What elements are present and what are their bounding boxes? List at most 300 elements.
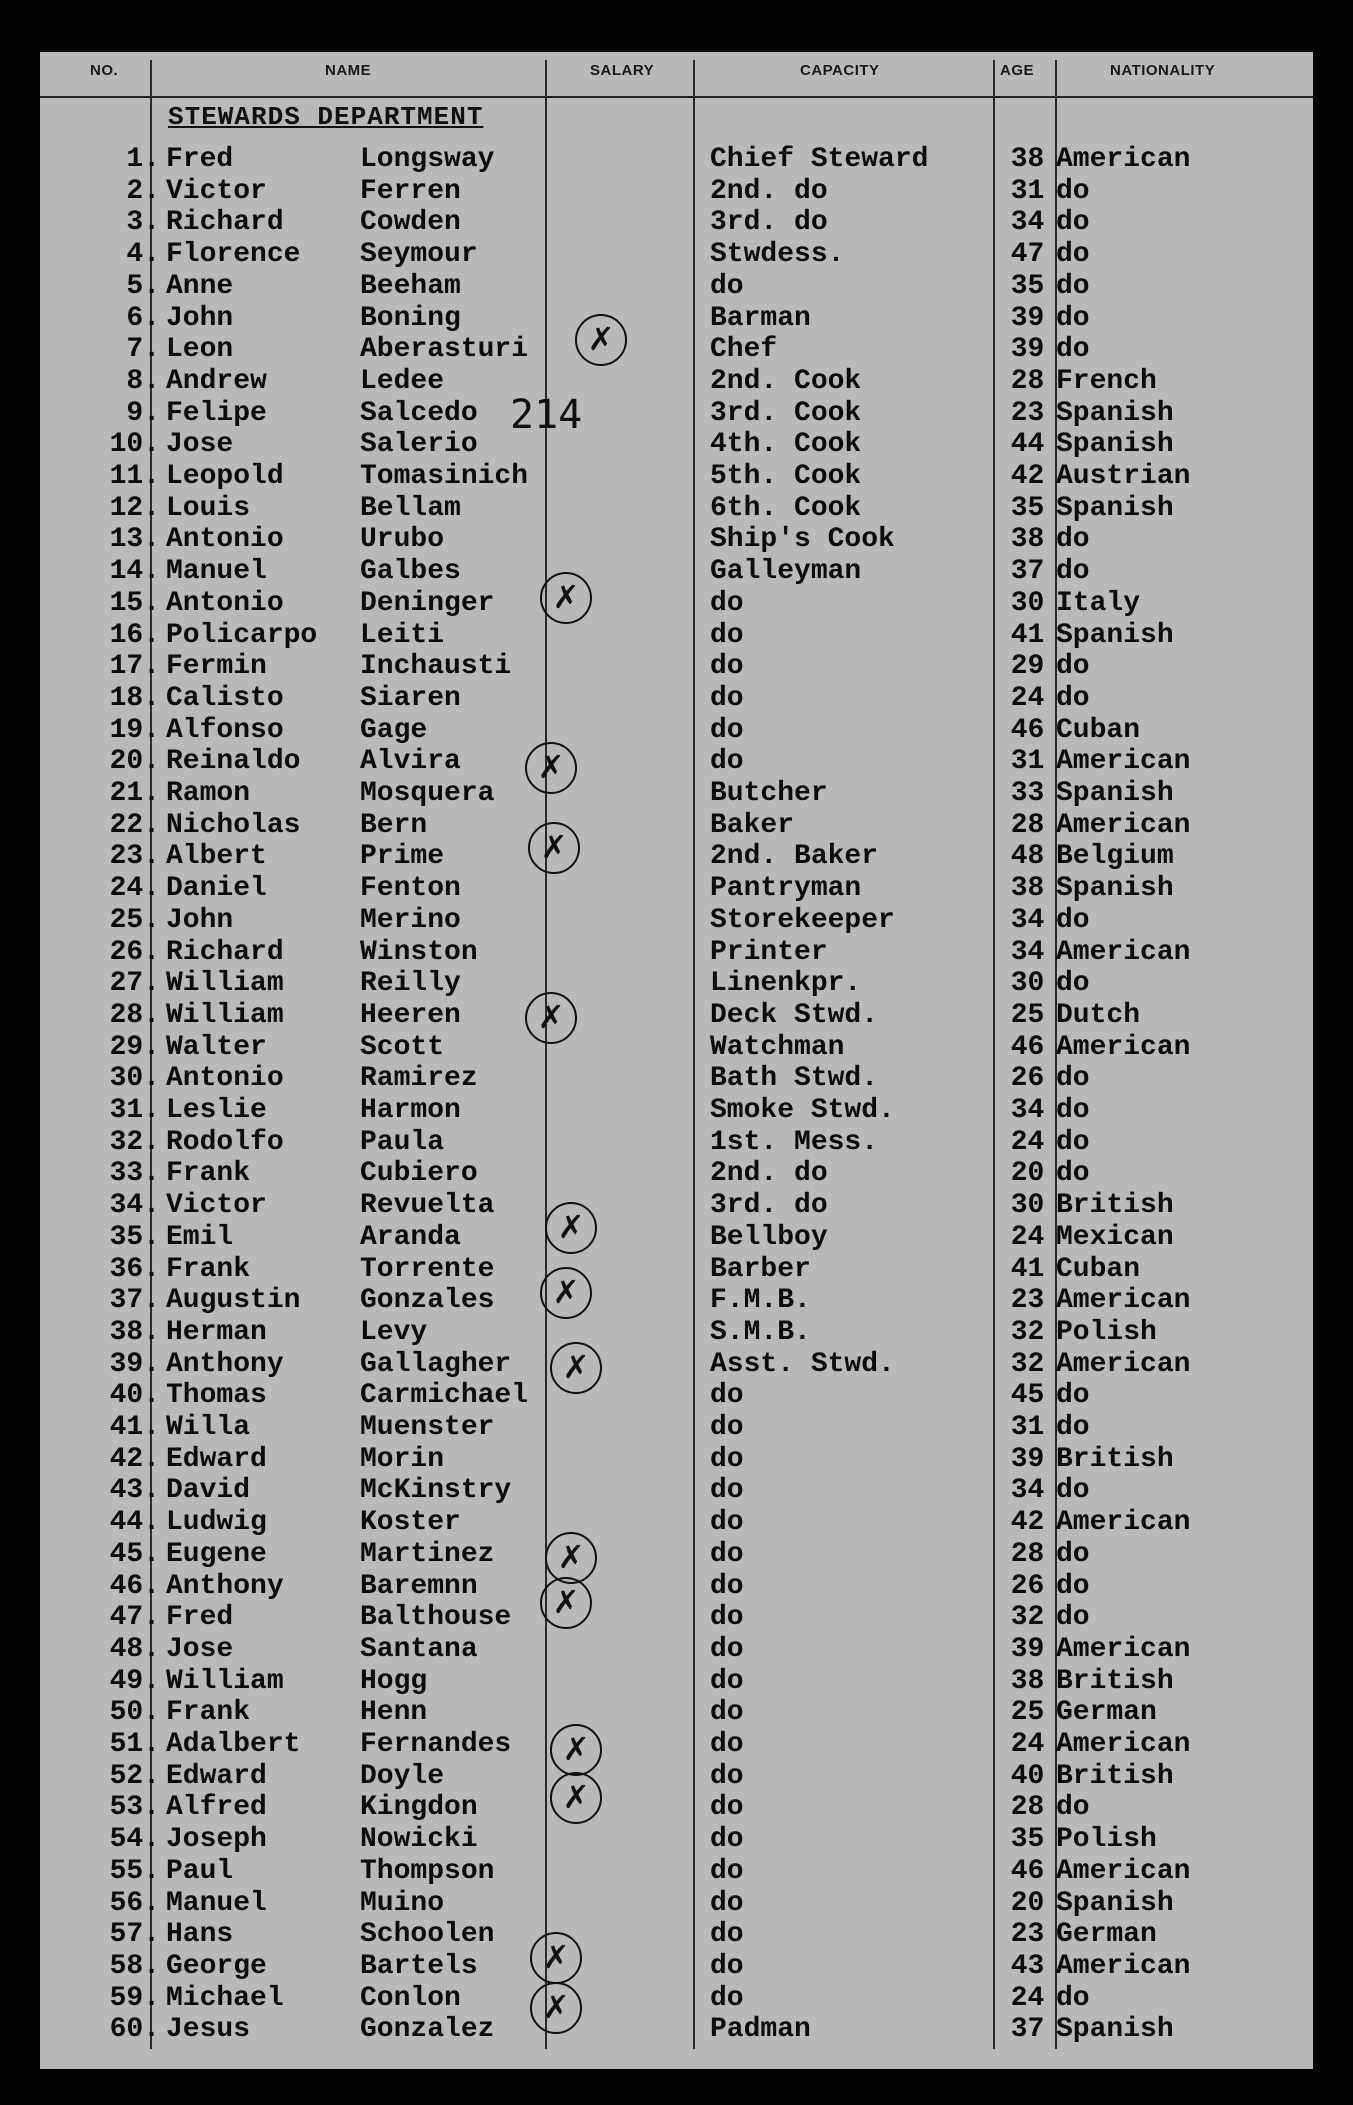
capacity: Bath Stwd. <box>710 1063 879 1095</box>
header-nationality: NATIONALITY <box>1110 62 1216 79</box>
row-number: 45. <box>109 1538 160 1570</box>
row-number: 12. <box>109 492 160 524</box>
row-number: 15. <box>109 587 160 619</box>
table-row <box>40 2014 1313 2046</box>
row-number: 4. <box>126 239 160 271</box>
last-name: Koster <box>360 1507 461 1539</box>
last-name: Inchausti <box>360 651 512 683</box>
nationality: American <box>1056 1285 1191 1317</box>
table-row <box>40 905 1313 937</box>
capacity: do <box>710 1443 744 1475</box>
row-number: 5. <box>126 270 160 302</box>
age: 35 <box>1010 492 1045 524</box>
row-number: 27. <box>109 968 160 1000</box>
page-stamp: 214 <box>510 392 583 438</box>
age: 41 <box>1010 619 1045 651</box>
circled-x-mark: ✗ <box>530 1932 582 1984</box>
capacity: do <box>710 1665 744 1697</box>
age: 34 <box>1010 207 1045 239</box>
last-name: Bern <box>360 809 428 841</box>
row-number: 28. <box>109 999 160 1031</box>
row-number: 10. <box>109 429 160 461</box>
age: 37 <box>1010 2014 1045 2046</box>
table-row <box>40 176 1313 208</box>
capacity: 6th. Cook <box>710 492 862 524</box>
first-name: Daniel <box>166 873 267 905</box>
nationality: do <box>1056 1412 1090 1443</box>
last-name: Henn <box>360 1697 428 1729</box>
first-name: Willa <box>166 1412 251 1443</box>
table-row <box>40 461 1313 493</box>
last-name: Gonzales <box>360 1285 495 1317</box>
capacity: Barber <box>710 1253 811 1285</box>
last-name: Balthouse <box>360 1602 512 1634</box>
table-row <box>40 398 1313 430</box>
table-row <box>40 1983 1313 2015</box>
table-row <box>40 873 1313 905</box>
first-name: Ramon <box>166 778 251 809</box>
capacity: do <box>710 1633 744 1665</box>
table-row <box>40 1666 1313 1698</box>
circled-x-mark: ✗ <box>530 1982 582 2034</box>
nationality: Polish <box>1056 1824 1157 1856</box>
row-number: 3. <box>126 207 160 239</box>
nationality: American <box>1056 1031 1191 1063</box>
last-name: Salcedo <box>360 397 478 429</box>
last-name: Muino <box>360 1887 445 1919</box>
capacity: 3rd. do <box>710 1190 828 1222</box>
age: 32 <box>1010 1602 1045 1634</box>
row-number: 21. <box>109 778 160 809</box>
first-name: Antonio <box>166 1063 284 1095</box>
nationality: do <box>1056 1792 1090 1824</box>
last-name: Doyle <box>360 1760 445 1792</box>
age: 32 <box>1010 1316 1045 1348</box>
header-divider <box>40 96 1313 98</box>
last-name: Gonzalez <box>360 2014 495 2046</box>
table-row <box>40 1539 1313 1571</box>
capacity: 3rd. Cook <box>710 397 862 429</box>
age: 20 <box>1010 1887 1045 1919</box>
first-name: Hans <box>166 1919 234 1951</box>
table-row <box>40 1222 1313 1254</box>
age: 23 <box>1010 1285 1045 1317</box>
capacity: do <box>710 1475 744 1507</box>
nationality: American <box>1056 746 1191 778</box>
age: 28 <box>1010 1538 1045 1570</box>
nationality: do <box>1056 556 1090 588</box>
row-number: 47. <box>109 1602 160 1634</box>
age: 37 <box>1010 556 1045 588</box>
age: 46 <box>1010 1855 1045 1887</box>
capacity: do <box>710 1507 744 1539</box>
first-name: Eugene <box>166 1538 267 1570</box>
first-name: Manuel <box>166 556 267 588</box>
last-name: Carmichael <box>360 1380 529 1412</box>
nationality: do <box>1056 904 1090 936</box>
age: 31 <box>1010 175 1045 207</box>
capacity: do <box>710 1950 744 1982</box>
last-name: Beeham <box>360 270 461 302</box>
first-name: Nicholas <box>166 809 301 841</box>
age: 24 <box>1010 1126 1045 1158</box>
capacity: do <box>710 1792 744 1824</box>
table-row <box>40 1888 1313 1920</box>
last-name: Paula <box>360 1126 445 1158</box>
age: 34 <box>1010 904 1045 936</box>
capacity: do <box>710 746 744 778</box>
table-row <box>40 334 1313 366</box>
row-number: 55. <box>109 1855 160 1887</box>
last-name: Deninger <box>360 587 495 619</box>
last-name: Galbes <box>360 556 461 588</box>
first-name: Fermin <box>166 651 267 683</box>
age: 28 <box>1010 365 1045 397</box>
first-name: Albert <box>166 841 267 873</box>
capacity: Chef <box>710 334 778 366</box>
row-number: 13. <box>109 524 160 556</box>
nationality: do <box>1056 207 1090 239</box>
row-number: 16. <box>109 619 160 651</box>
age: 46 <box>1010 1031 1045 1063</box>
last-name: Reilly <box>360 968 461 1000</box>
first-name: Victor <box>166 1190 267 1222</box>
first-name: Edward <box>166 1443 267 1475</box>
circled-x-mark: ✗ <box>540 1267 592 1319</box>
row-number: 9. <box>126 397 160 429</box>
first-name: Anthony <box>166 1570 284 1602</box>
first-name: Frank <box>166 1697 251 1729</box>
table-row <box>40 429 1313 461</box>
row-number: 37. <box>109 1285 160 1317</box>
last-name: Schoolen <box>360 1919 495 1951</box>
last-name: Santana <box>360 1633 478 1665</box>
row-number: 60. <box>109 2014 160 2046</box>
manifest-sheet <box>40 52 1313 2069</box>
last-name: Leiti <box>360 619 445 651</box>
row-number: 20. <box>109 746 160 778</box>
last-name: Conlon <box>360 1982 461 2014</box>
first-name: Anne <box>166 270 234 302</box>
last-name: Gallagher <box>360 1348 512 1380</box>
circled-x-mark: ✗ <box>545 1532 597 1584</box>
row-number: 14. <box>109 556 160 588</box>
age: 34 <box>1010 1475 1045 1507</box>
capacity: do <box>710 1855 744 1887</box>
row-number: 17. <box>109 651 160 683</box>
last-name: Revuelta <box>360 1190 495 1222</box>
last-name: Harmon <box>360 1095 461 1126</box>
capacity: Smoke Stwd. <box>710 1095 895 1126</box>
first-name: Fred <box>166 1602 234 1634</box>
row-number: 6. <box>126 302 160 334</box>
nationality: do <box>1056 270 1090 302</box>
age: 31 <box>1010 746 1045 778</box>
first-name: Richard <box>166 936 284 968</box>
table-row <box>40 1951 1313 1983</box>
capacity: do <box>710 651 744 683</box>
nationality: do <box>1056 302 1090 334</box>
row-number: 33. <box>109 1158 160 1190</box>
first-name: Thomas <box>166 1380 267 1412</box>
table-row <box>40 1697 1313 1729</box>
last-name: Torrente <box>360 1253 495 1285</box>
last-name: Nowicki <box>360 1824 478 1856</box>
capacity: F.M.B. <box>710 1285 811 1317</box>
age: 38 <box>1010 144 1045 175</box>
row-number: 22. <box>109 809 160 841</box>
circled-x-mark: ✗ <box>528 822 580 874</box>
table-row <box>40 683 1313 715</box>
row-number: 54. <box>109 1824 160 1856</box>
table-row <box>40 144 1313 176</box>
last-name: Ramirez <box>360 1063 478 1095</box>
table-row <box>40 810 1313 842</box>
age: 39 <box>1010 1633 1045 1665</box>
row-number: 48. <box>109 1633 160 1665</box>
table-row <box>40 651 1313 683</box>
first-name: John <box>166 904 234 936</box>
last-name: Siaren <box>360 682 461 714</box>
nationality: French <box>1056 365 1157 397</box>
nationality: German <box>1056 1697 1157 1729</box>
table-row <box>40 1317 1313 1349</box>
age: 30 <box>1010 1190 1045 1222</box>
age: 30 <box>1010 968 1045 1000</box>
last-name: Winston <box>360 936 478 968</box>
capacity: do <box>710 1380 744 1412</box>
circled-x-mark: ✗ <box>550 1342 602 1394</box>
circled-x-mark: ✗ <box>545 1202 597 1254</box>
table-row <box>40 1507 1313 1539</box>
last-name: Merino <box>360 904 461 936</box>
capacity: Chief Steward <box>710 144 929 175</box>
row-number: 44. <box>109 1507 160 1539</box>
capacity: do <box>710 1697 744 1729</box>
age: 28 <box>1010 1792 1045 1824</box>
last-name: Aranda <box>360 1221 461 1253</box>
table-row <box>40 1792 1313 1824</box>
age: 32 <box>1010 1348 1045 1380</box>
nationality: do <box>1056 1475 1090 1507</box>
first-name: Joseph <box>166 1824 267 1856</box>
first-name: Michael <box>166 1982 284 2014</box>
last-name: Aberasturi <box>360 334 529 366</box>
row-number: 41. <box>109 1412 160 1443</box>
nationality: do <box>1056 968 1090 1000</box>
first-name: Augustin <box>166 1285 301 1317</box>
nationality: do <box>1056 239 1090 271</box>
table-row <box>40 1602 1313 1634</box>
first-name: John <box>166 302 234 334</box>
capacity: do <box>710 619 744 651</box>
table-row <box>40 366 1313 398</box>
nationality: Cuban <box>1056 714 1141 746</box>
last-name: Bellam <box>360 492 461 524</box>
row-number: 34. <box>109 1190 160 1222</box>
capacity: Watchman <box>710 1031 845 1063</box>
first-name: Leopold <box>166 461 284 492</box>
nationality: do <box>1056 524 1090 556</box>
capacity: do <box>710 270 744 302</box>
capacity: Pantryman <box>710 873 862 905</box>
capacity: Padman <box>710 2014 811 2046</box>
last-name: Thompson <box>360 1855 495 1887</box>
first-name: Edward <box>166 1760 267 1792</box>
row-number: 50. <box>109 1697 160 1729</box>
age: 38 <box>1010 524 1045 556</box>
last-name: Alvira <box>360 746 461 778</box>
first-name: Manuel <box>166 1887 267 1919</box>
capacity: do <box>710 587 744 619</box>
age: 48 <box>1010 841 1045 873</box>
age: 45 <box>1010 1380 1045 1412</box>
table-row <box>40 1254 1313 1286</box>
capacity: do <box>710 1760 744 1792</box>
first-name: Adalbert <box>166 1729 301 1760</box>
nationality: do <box>1056 1095 1090 1126</box>
nationality: Italy <box>1056 587 1141 619</box>
age: 38 <box>1010 873 1045 905</box>
last-name: Baremnn <box>360 1570 478 1602</box>
row-number: 19. <box>109 714 160 746</box>
circled-x-mark: ✗ <box>550 1772 602 1824</box>
table-row <box>40 1729 1313 1761</box>
nationality: do <box>1056 1602 1090 1634</box>
capacity: do <box>710 1602 744 1634</box>
nationality: American <box>1056 1348 1191 1380</box>
age: 31 <box>1010 1412 1045 1443</box>
last-name: Urubo <box>360 524 445 556</box>
row-number: 18. <box>109 682 160 714</box>
nationality: Spanish <box>1056 1887 1174 1919</box>
last-name: Morin <box>360 1443 445 1475</box>
first-name: William <box>166 999 284 1031</box>
table-row <box>40 1000 1313 1032</box>
nationality: American <box>1056 1507 1191 1539</box>
first-name: Anthony <box>166 1348 284 1380</box>
row-number: 31. <box>109 1095 160 1126</box>
first-name: Reinaldo <box>166 746 301 778</box>
last-name: Gage <box>360 714 428 746</box>
row-number: 35. <box>109 1221 160 1253</box>
first-name: Policarpo <box>166 619 318 651</box>
last-name: Seymour <box>360 239 478 271</box>
table-row <box>40 715 1313 747</box>
department-title: STEWARDS DEPARTMENT <box>168 102 484 132</box>
capacity: Linenkpr. <box>710 968 862 1000</box>
capacity: 5th. Cook <box>710 461 862 492</box>
last-name: Bartels <box>360 1950 478 1982</box>
row-number: 49. <box>109 1665 160 1697</box>
row-number: 36. <box>109 1253 160 1285</box>
first-name: Victor <box>166 175 267 207</box>
age: 34 <box>1010 936 1045 968</box>
nationality: American <box>1056 936 1191 968</box>
last-name: Martinez <box>360 1538 495 1570</box>
nationality: do <box>1056 175 1090 207</box>
nationality: American <box>1056 1950 1191 1982</box>
table-row <box>40 1634 1313 1666</box>
age: 24 <box>1010 682 1045 714</box>
last-name: Tomasinich <box>360 461 529 492</box>
first-name: Paul <box>166 1855 234 1887</box>
nationality: Spanish <box>1056 492 1174 524</box>
row-number: 43. <box>109 1475 160 1507</box>
circled-x-mark: ✗ <box>575 314 627 366</box>
table-row <box>40 1380 1313 1412</box>
capacity: Ship's Cook <box>710 524 895 556</box>
table-row <box>40 1444 1313 1476</box>
last-name: Mosquera <box>360 778 495 809</box>
first-name: Alfred <box>166 1792 267 1824</box>
row-number: 52. <box>109 1760 160 1792</box>
last-name: Cubiero <box>360 1158 478 1190</box>
nationality: do <box>1056 651 1090 683</box>
table-row <box>40 968 1313 1000</box>
row-number: 30. <box>109 1063 160 1095</box>
first-name: Andrew <box>166 365 267 397</box>
nationality: Spanish <box>1056 873 1174 905</box>
first-name: Calisto <box>166 682 284 714</box>
capacity: Storekeeper <box>710 904 895 936</box>
last-name: Salerio <box>360 429 478 461</box>
nationality: Mexican <box>1056 1221 1174 1253</box>
table-row <box>40 1127 1313 1159</box>
table-row <box>40 841 1313 873</box>
circled-x-mark: ✗ <box>525 742 577 794</box>
capacity: Printer <box>710 936 828 968</box>
row-number: 32. <box>109 1126 160 1158</box>
row-number: 53. <box>109 1792 160 1824</box>
nationality: do <box>1056 1063 1090 1095</box>
row-number: 2. <box>126 175 160 207</box>
first-name: George <box>166 1950 267 1982</box>
last-name: McKinstry <box>360 1475 512 1507</box>
last-name: Levy <box>360 1316 428 1348</box>
last-name: Longsway <box>360 144 495 175</box>
circled-x-mark: ✗ <box>540 1577 592 1629</box>
age: 46 <box>1010 714 1045 746</box>
nationality: do <box>1056 334 1090 366</box>
capacity: 2nd. Baker <box>710 841 879 873</box>
first-name: Jesus <box>166 2014 251 2046</box>
capacity: Galleyman <box>710 556 862 588</box>
first-name: Frank <box>166 1253 251 1285</box>
table-row <box>40 1032 1313 1064</box>
capacity: do <box>710 1982 744 2014</box>
capacity: 2nd. Cook <box>710 365 862 397</box>
row-number: 38. <box>109 1316 160 1348</box>
age: 24 <box>1010 1221 1045 1253</box>
table-row <box>40 1063 1313 1095</box>
nationality: Spanish <box>1056 429 1174 461</box>
row-number: 11. <box>109 461 160 492</box>
header-capacity: CAPACITY <box>800 62 880 79</box>
age: 30 <box>1010 587 1045 619</box>
row-number: 40. <box>109 1380 160 1412</box>
age: 39 <box>1010 1443 1045 1475</box>
header-no: NO. <box>90 62 119 79</box>
capacity: do <box>710 682 744 714</box>
table-row <box>40 303 1313 335</box>
capacity: S.M.B. <box>710 1316 811 1348</box>
table-row <box>40 524 1313 556</box>
age: 41 <box>1010 1253 1045 1285</box>
table-row <box>40 1158 1313 1190</box>
row-number: 56. <box>109 1887 160 1919</box>
nationality: do <box>1056 1570 1090 1602</box>
